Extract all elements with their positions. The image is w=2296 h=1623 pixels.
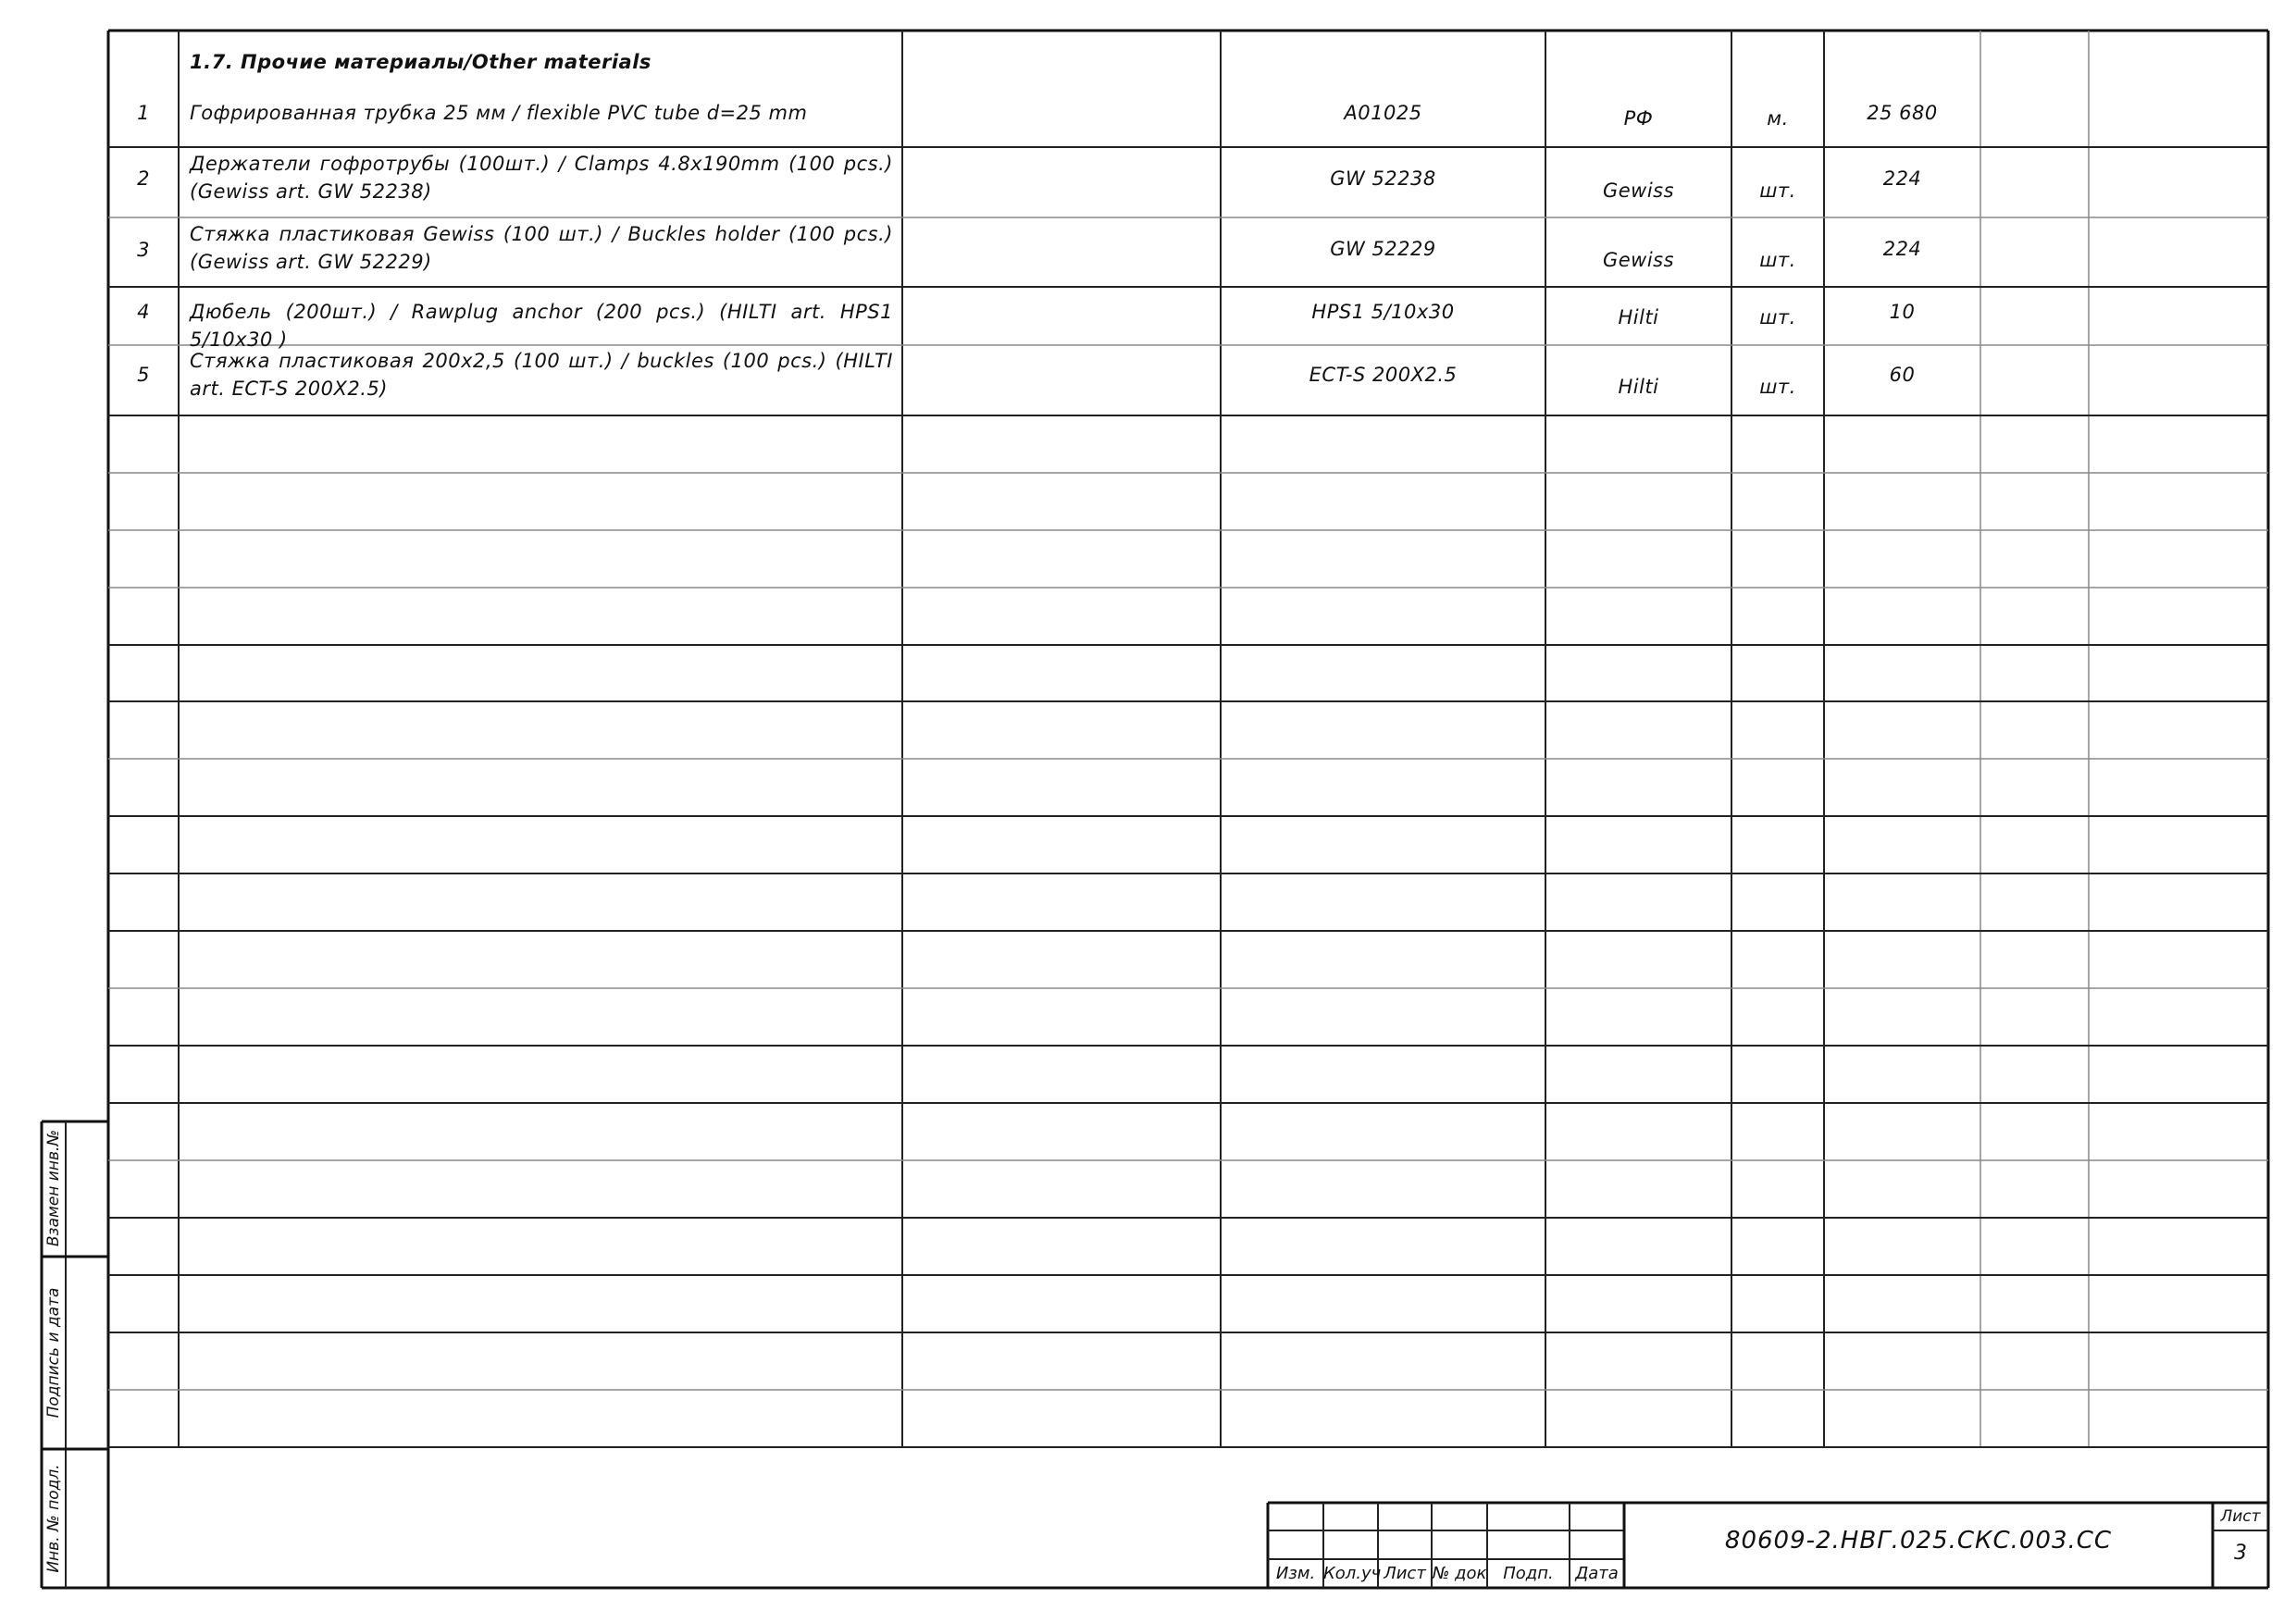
- item-code: GW 52238: [1330, 167, 1436, 190]
- tb-header-kol-uch: Кол.уч: [1323, 1564, 1382, 1583]
- item-name: Стяжка пластиковая Gewiss (100 шт.) / Buckles holder (100 pcs.) (Gewiss art. GW 52229): [190, 223, 893, 273]
- document-code: 80609-2.НВГ.025.СКС.003.СС: [1724, 1527, 2113, 1555]
- item-code: ECT-S 200X2.5: [1309, 364, 1458, 386]
- item-name: Дюбель (200шт.) / Rawplug anchor (200 pcs.) (HILTI art. HPS1 5/10x30 ): [190, 301, 893, 351]
- item-maker: Gewiss: [1602, 249, 1675, 271]
- item-maker: Hilti: [1618, 306, 1659, 328]
- item-unit: шт.: [1759, 180, 1796, 202]
- tb-header-doc-no: № док: [1432, 1564, 1487, 1583]
- row-number: 2: [137, 167, 150, 190]
- item-name: Держатели гофротрубы (100шт.) / Clamps 4.8x190mm (100 pcs.) (Gewiss art. GW 52238): [190, 153, 893, 203]
- item-qty: 25 680: [1867, 102, 1938, 124]
- tb-header-date: Дата: [1575, 1564, 1619, 1583]
- item-maker: РФ: [1623, 107, 1654, 130]
- item-qty: 60: [1889, 364, 1916, 386]
- item-maker: Hilti: [1618, 376, 1659, 398]
- row-number: 3: [137, 239, 150, 261]
- tb-header-list: Лист: [1384, 1564, 1426, 1583]
- row-number: 5: [137, 364, 150, 386]
- item-unit: м.: [1767, 107, 1789, 130]
- item-code: A01025: [1344, 102, 1422, 124]
- sheet-label: Лист: [2220, 1507, 2261, 1526]
- tb-header-sign: Подп.: [1503, 1564, 1554, 1583]
- item-unit: шт.: [1759, 376, 1796, 398]
- item-unit: шт.: [1759, 249, 1796, 271]
- row-number: 1: [137, 102, 150, 124]
- section-title: 1.7. Прочие материалы/Other materials: [190, 51, 652, 73]
- item-code: GW 52229: [1330, 238, 1436, 260]
- tb-header-izm: Изм.: [1275, 1564, 1316, 1583]
- stamp-sign-date: Подпись и дата: [44, 1287, 63, 1419]
- item-unit: шт.: [1759, 306, 1796, 328]
- stamp-inv-replaced: Взамен инв.№: [44, 1129, 63, 1247]
- row-number: 4: [137, 301, 150, 323]
- item-name: Гофрированная трубка 25 мм / flexible PVC tube d=25 mm: [190, 102, 808, 124]
- item-name: Стяжка пластиковая 200х2,5 (100 шт.) / buckles (100 pcs.) (HILTI art. ECT-S 200X2.5): [190, 350, 893, 400]
- stamp-inv-orig: Инв. № подл.: [44, 1464, 63, 1573]
- item-qty: 224: [1882, 167, 1922, 190]
- item-code: HPS1 5/10x30: [1311, 301, 1455, 323]
- item-maker: Gewiss: [1602, 180, 1675, 202]
- sheet-number: 3: [2234, 1542, 2247, 1565]
- item-qty: 10: [1889, 301, 1916, 323]
- item-qty: 224: [1882, 238, 1922, 260]
